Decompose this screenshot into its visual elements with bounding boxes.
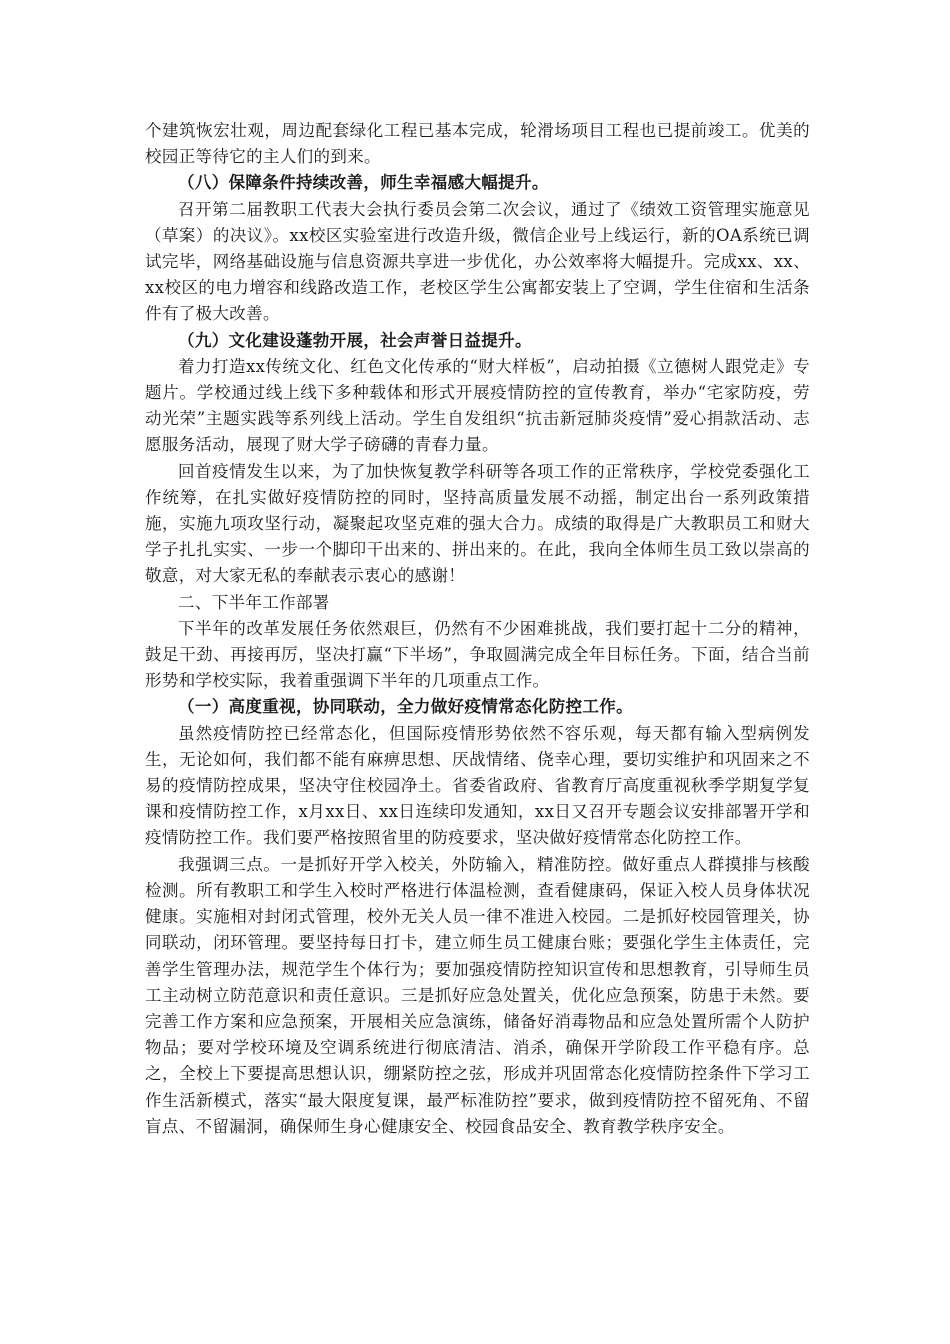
section-heading-8: （八）保障条件持续改善，师生幸福感大幅提升。 (178, 173, 549, 193)
document-page (145, 118, 810, 1140)
section-heading-9: （九）文化建设蓬勃开展，社会声誉日益提升。 (178, 330, 532, 350)
paragraph: 我强调三点。一是抓好开学入校关，外防输入，精准防控。做好重点人群摸排与核酸检测。所有教职工和学生入校时严格进行体温检测，查看健康码，保证入校人员身体状况健康。实施相对封闭式管理，校外无关人员一律不准进入校园。二是抓好校园管理关，协同联动，闭环管理。要坚持每日打卡，建立师生员工健康台账；要强化学生主体责任，完善学生管理办法，规范学生个体行为；要加强疫情防控知识宣传和思想教育，引导师生员工主动树立防范意识和责任意识。三是抓好应急处置关，优化应急预案，防患于未然。要完善工作方案和应急预案，开展相关应急演练，储备好消毒物品和应急处置所需个人防护物品；要对学校环境及空调系统进行彻底清洁、消杀，确保开学阶段工作平稳有序。总之，全校上下要提高思想认识，绷紧防控之弦，形成并巩固常态化疫情防控条件下学习工作生活新模式，落实“最大限度复课，最严标准防控”要求，做到疫情防控不留死角、不留盲点、不留漏洞，确保师生身心健康安全、校园食品安全、教育教学秩序安全。 (145, 854, 810, 1136)
paragraph: 虽然疫情防控已经常态化，但国际疫情形势依然不容乐观，每天都有输入型病例发生，无论如何，我们都不能有麻痹思想、厌战情绪、侥幸心理，要切实维护和巩固来之不易的疫情防控成果，坚决守住校园净土。省委省政府、省教育厅高度重视秋季学期复学复课和疫情防控工作，x月xx日、xx日连续印发通知，xx日又召开专题会议安排部署开学和疫情防控工作。我们要严格按照省里的防疫要求，坚决做好疫情常态化防控工作。 (145, 723, 810, 848)
paragraph: 召开第二届教职工代表大会执行委员会第二次会议，通过了《绩效工资管理实施意见（草案）的决议》。xx校区实验室进行改造升级，微信企业号上线运行，新的OA系统已调试完毕，网络基础设施与信息资源共享进一步优化，办公效率将大幅提升。完成xx、xx、xx校区的电力增容和线路改造工作，老校区学生公寓都安装上了空调，学生住宿和生活条件有了极大改善。 (145, 199, 810, 324)
part-heading-2: 二、下半年工作部署 (178, 592, 330, 612)
paragraph-continuation: 个建筑恢宏壮观，周边配套绿化工程已基本完成，轮滑场项目工程也已提前竣工。优美的校园正等待它的主人们的到来。 (145, 121, 810, 167)
paragraph: 着力打造xx传统文化、红色文化传承的“财大样板”，启动拍摄《立德树人跟党走》专题片。学校通过线上线下多种载体和形式开展疫情防控的宣传教育，举办“宅家防疫，劳动光荣”主题实践等系列线上活动。学生自发组织“抗击新冠肺炎疫情”爱心捐款活动、志愿服务活动，展现了财大学子磅礴的青春力量。 (145, 356, 810, 455)
paragraph: 下半年的改革发展任务依然艰巨，仍然有不少困难挑战，我们要打起十二分的精神，鼓足干劲、再接再厉，坚决打赢“下半场”，争取圆满完成全年目标任务。下面，结合当前形势和学校实际，我着重强调下半年的几项重点工作。 (145, 618, 810, 691)
paragraph: 回首疫情发生以来，为了加快恢复教学科研等各项工作的正常秩序，学校党委强化工作统筹，在扎实做好疫情防控的同时，坚持高质量发展不动摇，制定出台一系列政策措施，实施九项攻坚行动，凝聚起攻坚克难的强大合力。成绩的取得是广大教职员工和财大学子扎扎实实、一步一个脚印干出来的、拼出来的。在此，我向全体师生员工致以崇高的敬意，对大家无私的奉献表示衷心的感谢！ (145, 461, 810, 586)
section-heading-1: （一）高度重视，协同联动，全力做好疫情常态化防控工作。 (178, 697, 633, 717)
